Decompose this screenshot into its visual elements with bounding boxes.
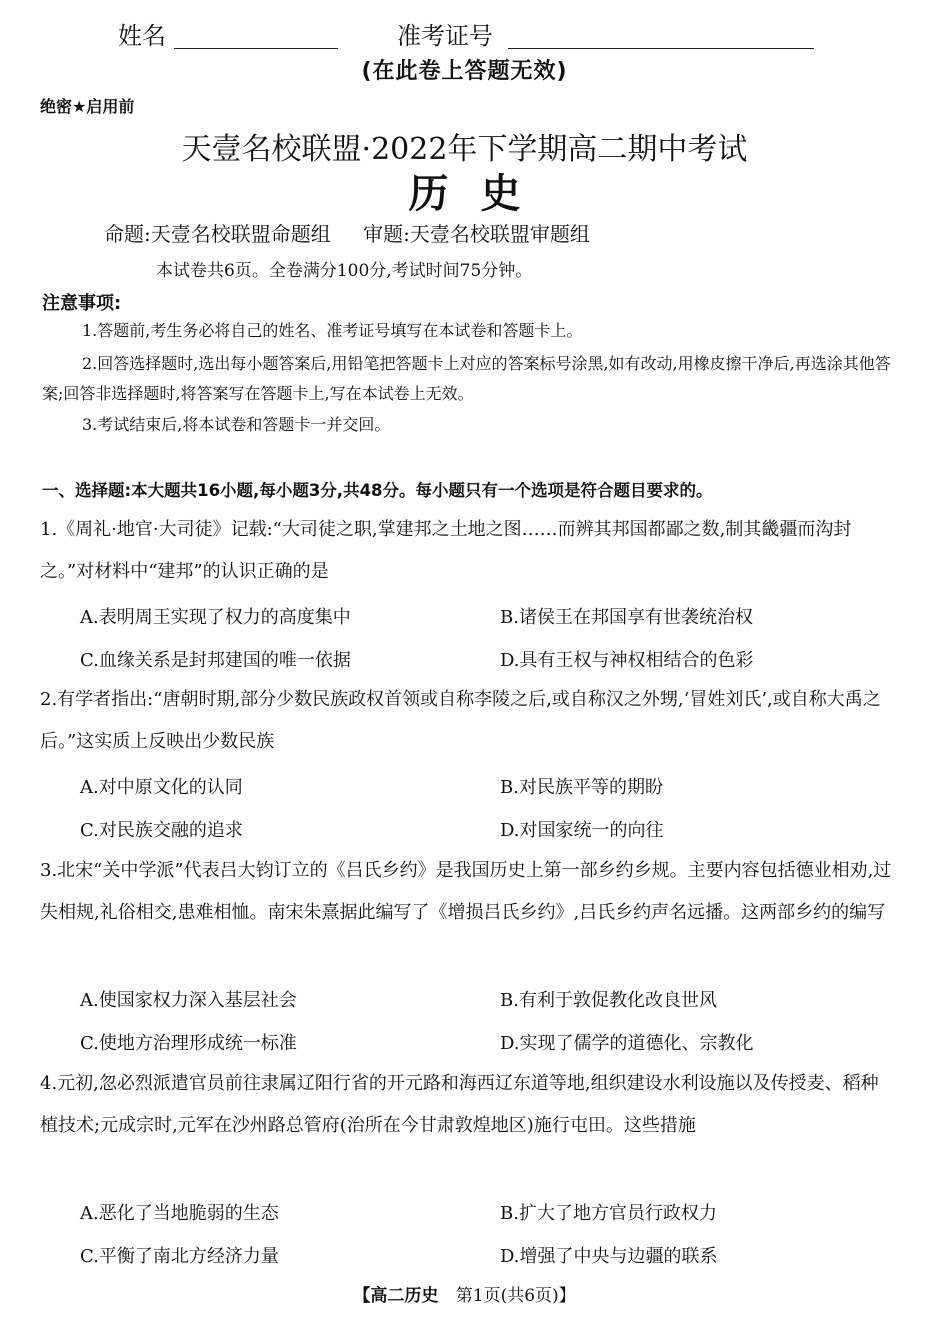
- option-a: A.使国家权力深入基层社会: [80, 990, 297, 1011]
- note-item: 1.答题前,考生务必将自己的姓名、准考证号填写在本试卷和答题卡上。: [82, 321, 583, 340]
- name-line: [174, 48, 338, 49]
- option-c: C.血缘关系是封邦建国的唯一依据: [80, 650, 351, 671]
- option-d: D.实现了儒学的道德化、宗教化: [500, 1033, 754, 1054]
- option-d: D.对国家统一的向往: [500, 820, 664, 841]
- option-c: C.平衡了南北方经济力量: [80, 1246, 279, 1267]
- option-b: B.对民族平等的期盼: [500, 777, 663, 798]
- note-item: 2.回答选择题时,选出每小题答案后,用铅笔把答题卡上对应的答案标号涂黑,如有改动,用橡皮擦干净后,再选涂其他答案;回答非选择题时,将答案写在答题卡上,写在本试卷上无效。: [42, 354, 891, 403]
- exam-title: 天壹名校联盟·2022年下学期高二期中考试: [181, 132, 748, 167]
- name-label: 姓名: [118, 22, 166, 50]
- section-heading: 一、选择题:本大题共16小题,每小题3分,共48分。每小题只有一个选项是符合题目要求的。: [42, 481, 713, 500]
- candidate-fields: [0, 14, 929, 54]
- option-a: A.对中原文化的认同: [80, 777, 243, 798]
- invalid-answer-notice: (在此卷上答题无效): [361, 59, 568, 84]
- note-item: 3.考试结束后,将本试卷和答题卡一并交回。: [82, 415, 391, 434]
- option-a: A.表明周王实现了权力的高度集中: [80, 607, 351, 628]
- option-c: C.对民族交融的追求: [80, 820, 243, 841]
- footer-course: 【高二历史: [353, 1286, 439, 1306]
- option-b: B.扩大了地方官员行政权力: [500, 1203, 717, 1224]
- footer-page-number: 第1页(共6页)】: [455, 1286, 576, 1306]
- question-4-stem: 4.元初,忽必烈派遣官员前往隶属辽阳行省的开元路和海西辽东道等地,组织建设水利设施以及传授麦、稻种植技术;元成宗时,元军在沙州路总管府(治所在今甘肃敦煌地区)施行屯田。这些措施: [40, 1073, 879, 1136]
- reviewer-credit: 审题:天壹名校联盟审题组: [363, 222, 590, 246]
- page-footer: [0, 1281, 929, 1306]
- secret-mark: 绝密★启用前: [40, 97, 135, 116]
- option-b: B.诸侯王在邦国享有世袭统治权: [500, 607, 753, 628]
- exam-id-label: 准考证号: [397, 22, 493, 50]
- question-3-stem: 3.北宋“关中学派”代表吕大钧订立的《吕氏乡约》是我国历史上第一部乡约乡规。主要内容包括德业相劝,过失相规,礼俗相交,患难相恤。南宋朱熹据此编写了《增损吕氏乡约》,吕氏乡约声名远播。这两部乡约的编写: [40, 860, 892, 923]
- authors-line: [104, 218, 590, 247]
- question-1-stem: 1.《周礼·地官·大司徒》记载:“大司徒之职,掌建邦之土地之图……而辨其邦国都鄙之数,制其畿疆而沟封之。”对材料中“建邦”的认识正确的是: [40, 519, 852, 582]
- notes-title: 注意事项:: [42, 293, 122, 314]
- exam-info: 本试卷共6页。全卷满分100分,考试时间75分钟。: [156, 261, 533, 281]
- question-2-stem: 2.有学者指出:“唐朝时期,部分少数民族政权首领或自称李陵之后,或自称汉之外甥,‘冒姓刘氏’,或自称大禹之后。”这实质上反映出少数民族: [40, 689, 881, 752]
- option-d: D.增强了中央与边疆的联系: [500, 1246, 718, 1267]
- option-a: A.恶化了当地脆弱的生态: [80, 1203, 279, 1224]
- option-c: C.使地方治理形成统一标准: [80, 1033, 297, 1054]
- subject-title: 历史: [408, 171, 553, 217]
- setter-credit: 命题:天壹名校联盟命题组: [104, 222, 331, 246]
- exam-id-line: [508, 48, 814, 49]
- option-d: D.具有王权与神权相结合的色彩: [500, 650, 754, 671]
- option-b: B.有利于敦促教化改良世风: [500, 990, 717, 1011]
